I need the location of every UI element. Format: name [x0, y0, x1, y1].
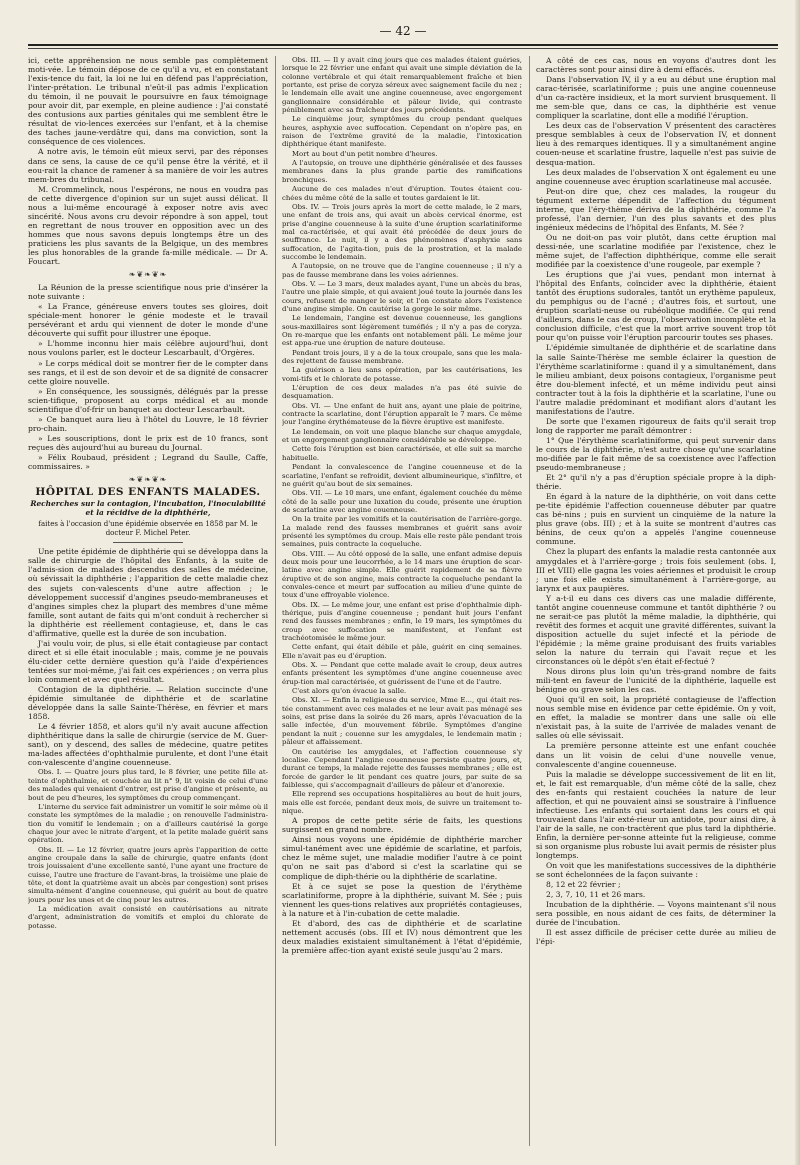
column-right — [536, 56, 776, 1146]
paragraph: « La France, généreuse envers toutes ses gloires, doit spéciale-ment honorer le génie modeste et le travail persévérant et ardu qui viennent de doter le monde d'une découverte qui suffit pour illustrer une époque. — [28, 302, 268, 339]
paragraph: » En conséquence, les soussignés, délégués par la presse scien-tifique, proposent au corps médical et au monde scientifique d'of-frir un banquet au docteur Lescarbault. — [28, 386, 268, 414]
column-middle — [282, 56, 522, 1146]
paragraph: Ainsi nous voyons une épidémie de diphthérie marcher simul-tanément avec une épidémie de scarlatine, et parfois, chez le même sujet, une maladie modifier l'autre à ce point qu'on ne sait pas d'abord si c'est la scarlatine qui se complique de diph-thérie ou la diphthérie de scarlatine. — [282, 835, 522, 881]
paragraph: C'est alors qu'on évacue la salle. — [292, 687, 407, 696]
paragraph: La première personne atteinte est une enfant couchée dans un lit voisin de celui d'une nouvelle venue, convalescente d'angine couenneuse. — [536, 741, 776, 769]
paragraph: Obs. XI. — Enfin la religieuse du service, Mme E..., qui était res-tée constamment avec ces malades et ne leur avait pas ménagé ses soins, est prise dans la soirée du 26 mars, après l'évacuation de la salle infectée, d'un mouvement fébrile. Symptômes d'angine pendant la nuit ; couenne sur les amygdales, le lendemain matin ; pâleur et affaissement. — [282, 696, 522, 747]
paragraph: A l'autopsie, on ne trouve que de l'angine couenneuse ; il n'y a pas de fausse membrane dans les voies aériennes. — [282, 262, 522, 279]
column-left-body — [28, 56, 268, 484]
paragraph: 1° Que l'érythème scarlatiniforme, qui peut survenir dans le cours de la diphthérie, n'est autre chose qu'une scarlatine mo-difiée par le fait même de sa coexistence avec l'affection pseudo-membraneuse ; — [536, 435, 776, 473]
paragraph: Obs. VI. — Une enfant de huit ans, ayant une plaie de poitrine, contracte la scarlatine, dont l'éruption apparaît le 7 mars. Ce même jour l'angine érythémateuse de la fièvre éruptive est manifeste. — [282, 401, 522, 427]
paragraph: 8, 12 et 22 février ; — [546, 880, 621, 890]
paragraph: En égard à la nature de la diphthérie, on voit dans cette pe-tite épidémie l'affection couenneuse débuter par quatre cas bé-nins ; puis en survient un cinquième de la nature la plus grave (obs. III) ; et à la suite se montrent d'autres cas bénins, de ceux qu'on a appelés l'angine couenneuse commune. — [536, 492, 776, 547]
column-divider-1 — [275, 56, 276, 1146]
section-separator — [113, 542, 183, 543]
paragraph: Contagion de la diphthérie. — Relation succincte d'une épidémie simultanée de diphthérie et de scarlatine développée dans la salle Sainte-Thérèse, en février et mars 1858. — [28, 685, 268, 722]
paragraph: Obs. III. — Il y avait cinq jours que ces malades étaient guéries, lorsque le 22 février une enfant qui avait une simple déviation de la colonne vertébrale et qui était remarquablement fraîche et bien portante, est prise de coryza séreux avec saignement facile du nez ; le lendemain elle avait une angine couenneuse, avec engorgement ganglionnaire considérable et pâleur livide, qui contraste péniblement avec sa fraîcheur des jours précédents. — [282, 56, 522, 115]
paragraph: A notre avis, le témoin eût mieux servi, par des réponses dans ce sens, la cause de ce qu'il pense être la vérité, et il eou-rait la chance de ramener à sa manière de voir les autres mem-bres du tribunal. — [28, 147, 268, 184]
paragraph: Obs. I. — Quatre jours plus tard, le 8 février, une petite fille at-teinte d'ophthalmie, et couchée au lit n° 9, lit voisin de celui d'une des malades qui venaient d'entrer, est prise d'angine et présente, au bout de peu d'heures, les symptômes du croup commençant. — [28, 768, 268, 802]
paragraph: Dans l'observation IV, il y a eu au début une éruption mal carac-térisée, scarlatiniforme ; puis une angine couenneuse d'un ca-ractère insidieux, et la mort survient brusquement. Il me sem-ble que, dans ce cas, la diphthérie est venue compliquer la scarlatine, dont elle a modifié l'éruption. — [536, 75, 776, 121]
paragraph: La Réunion de la presse scientifique nous prie d'insérer la note suivante : — [28, 283, 268, 302]
paragraph: Le lendemain, l'angine est devenue couenneuse, les ganglions sous-maxillaires sont légèrement tuméfiés ; il n'y a pas de coryza. On re-marque que les enfants ont notablement pâli. Le même jour est appa-rue une éruption de nature douteuse. — [282, 314, 522, 348]
paragraph: La médication avait consisté en cautérisations au nitrate d'argent, administration de vomitifs et emploi du chlorate de potasse. — [28, 904, 268, 930]
journal-page — [28, 20, 778, 1150]
paragraph: Et à ce sujet se pose la question de l'érythème scarlatiniforme, propre à la diphthérie, suivant M. Sée ; puis viennent les ques-tions relatives aux propriétés contagieuses, à la nature et à l'in-cubation de cette maladie. — [282, 881, 522, 918]
paragraph: On cautérise les amygdales, et l'affection couenneuse s'y localise. Cependant l'angine couenneuse persiste quatre jours, et, durant ce temps, la malade rejette des fausses membranes ; elle est forcée de garder le lit pendant ces quatre jours, par suite de sa faiblesse, qui s'accompagnait d'ailleurs de pâleur et d'anorexie. — [282, 747, 522, 789]
column-left-article — [28, 547, 268, 930]
paragraph: A l'autopsie, on trouve une diphthérie généralisée et des fausses membranes dans la plus grande partie des ramifications bronchiques. — [282, 159, 522, 184]
page-edge-shadow — [795, 0, 800, 1165]
paragraph: » Les souscriptions, dont le prix est de 10 francs, sont reçues dès aujourd'hui au bureau du Journal. — [28, 433, 268, 452]
paragraph: Obs. VIII. — Au côté opposé de la salle, une enfant admise depuis deux mois pour une leucorrhée, a le 14 mars une éruption de scar-latine avec angine simple. Elle guérit rapidement de sa fièvre éruptive et de son angine, mais contracte la coqueluche pendant la convales-cence et meurt par suffocation au milieu d'une quinte de toux d'une effroyable violence. — [282, 549, 522, 600]
paragraph: Pendant trois jours, il y a de la toux croupale, sans que les mala-des rejettent de fausse membrane. — [282, 348, 522, 366]
ornament-divider: ❧❦❧❦❧ — [128, 270, 168, 280]
paragraph: Le lendemain, on voit une plaque blanche sur chaque amygdale, et un engorgement ganglionnaire considérable se développe. — [282, 427, 522, 445]
paragraph: Les deux cas de l'observation V présentent des caractères presque semblables à ceux de l'observation IV, et donnent lieu à des remarques identiques. Il y a simultanément angine couen-neuse et scarlatine frustre, laquelle n'est pas suivie de desqua-mation. — [536, 121, 776, 167]
paragraph: Obs. X. — Pendant que cette malade avait le croup, deux autres enfants présentent les symptômes d'une angine couenneuse avec érup-tion mal caractérisée, et guérissent de l'une et de l'autre. — [282, 661, 522, 686]
paragraph: Peut-on dire que, chez ces malades, la rougeur du tégument externe dépendit de l'affection du tégument interne, que l'éry-thème dériva de la diphthérie, comme l'a professé, l'an dernier, l'un des plus savants et des plus ingénieux médecins de l'hôpital des Enfants, M. Sée ? — [536, 186, 776, 232]
paragraph: Nous dirons plus loin qu'un très-grand nombre de faits mili-tent en faveur de l'unicité de la diphthérie, laquelle est bénigne ou grave selon les cas. — [536, 667, 776, 695]
paragraph: » Félix Roubaud, président ; Legrand du Saulle, Caffe, commissaires. » — [28, 452, 268, 472]
paragraph: On voit que les manifestations successives de la diphthérie se sont échelonnées de la façon suivante : — [536, 861, 776, 880]
paragraph: Aucune de ces malades n'eut d'éruption. Toutes étaient cou-chées du même côté de la salle et toutes gardaient le lit. — [282, 185, 522, 202]
paragraph: M. Crommelinck, nous l'espérons, ne nous en voudra pas de cette divergence d'opinion sur un sujet aussi délicat. Il nous a lui-même encouragé à exposer notre avis avec sincérité. Nous avons cru devoir répondre à son appel, tout en regrettant de nous trouver en opposition avec un des hommes que nous savons depuis longtemps être un des praticiens les plus savants de la Belgique, un des membres les plus honorables de la grande fa-mille médicale. — Dr A. Foucart. — [28, 184, 268, 267]
section-note: faites à l'occasion d'une épidémie observée en 1858 par M. le docteur F. Michel Peter. — [38, 520, 258, 537]
ornament-divider: ❧❦❧❦❧ — [128, 475, 168, 485]
paragraph: Puis la maladie se développe successivement de lit en lit, et, le fait est remarquable, d'un même côté de la salle, chez des en-fants qui restaient couchées la nature de leur affection, et qui ne pouvaient ainsi se soustraire à l'influence infectieuse. Les enfants qui sortaient dans les cours et qui trouvaient dans l'air exté-rieur un antidote, pour ainsi dire, à l'air de la salle, ne con-tractèrent que plus tard la diphthérie. Enfin, la dernière per-sonne atteinte fut la religieuse, comme si son organisme plus robuste lui avait permis de résister plus longtemps. — [536, 769, 776, 861]
paragraph: Obs. IV. — Trois jours après la mort de cette malade, le 2 mars, une enfant de trois ans, qui avait un abcès cervical énorme, est prise d'angine couenneuse à la suite d'une éruption scarlatiniforme mal ca-ractérisée, et qui avait été précédée de deux jours de souffrance. Le nuit, il y a des phénomènes d'asphyxie sans suffocation, de l'agita-tion, puis de la prostration, et la malade succombe le lendemain. — [282, 202, 522, 261]
paragraph: Mort au bout d'un petit nombre d'heures. — [292, 149, 438, 158]
paragraph: » L'homme inconnu hier mais célèbre aujourd'hui, dont nous voulons parler, est le docteur Lescarbault, d'Orgères. — [28, 339, 268, 358]
paragraph: De sorte que l'examen rigoureux de faits qu'il serait trop long de rapporter me paraît démontrer : — [536, 416, 776, 435]
paragraph: Obs. IX. — Le même jour, une enfant est prise d'ophthalmie diph-thérique, puis d'angine couenneuse ; pendant huit jours l'enfant rend des fausses membranes ; enfin, le 19 mars, les symptômes du croup avec suffocation se manifestent, et l'enfant est trachéotomisée le même jour. — [282, 600, 522, 643]
paragraph: La guérison a lieu sans opération, par les cautérisations, les vomi-tifs et le chlorate de potasse. — [282, 366, 522, 383]
paragraph: Chez la plupart des enfants la maladie resta cantonnée aux amygdales et à l'arrière-gorge ; trois fois seulement (obs. I, III et VIII) elle gagna les voies aériennes et produisit le croup ; une fois elle exista simultanément à l'arrière-gorge, au larynx et aux paupières. — [536, 547, 776, 593]
paragraph: 2, 3, 7, 10, 11 et 26 mars. — [546, 890, 646, 900]
column-middle-body — [282, 56, 522, 955]
paragraph: Les éruptions que j'ai vues, pendant mon internat à l'hôpital des Enfants, coïncider avec la diphthérie, étaient tantôt des éruptions sudorales, tantôt un erythème papuleux, du pemphigus ou de l'acné ; d'autres fois, et surtout, une éruption scarlati-neuse ou rubéolique modifiée. Ce qui rend d'ailleurs, dans le cas de croup, l'observation incomplète et la conclusion difficile, c'est que la mort arrive souvent trop tôt pour qu'on puisse voir l'éruption parcourir toutes ses phases. — [536, 270, 776, 343]
paragraph: Le 4 février 1858, et alors qu'il n'y avait aucune affection diphthéritique dans la salle de chirurgie (service de M. Guer-sant), on y descend, des salles de médecine, quatre petites ma-lades affectées d'ophthalmie purulente, et dont l'une était con-valescente d'angine couenneuse. — [28, 722, 268, 768]
paragraph: Obs. V. — Le 3 mars, deux malades ayant, l'une un abcès du bras, l'autre une plaie simple, et qui avaient joué toute la journée dans les cours, refusent de manger le soir, et l'on constate alors l'existence d'une angine simple. On cautérise la gorge le soir même. — [282, 279, 522, 313]
paragraph: Incubation de la diphthérie. — Voyons maintenant s'il nous sera possible, en nous aidant de ces faits, de déterminer la durée de l'incubation. — [536, 900, 776, 928]
page-number: — 42 — — [379, 24, 427, 38]
paragraph: Il est assez difficile de préciser cette durée au milieu de l'épi- — [536, 928, 776, 947]
paragraph: J'ai voulu voir, de plus, si elle était contagieuse par contact direct et si elle était inoculable ; mais, comme je ne pouvais élu-cider cette dernière question qu'à l'aide d'expériences tentées sur moi-même, j'ai fait ces expériences ; on verra plus loin comment et avec quel résultat. — [28, 638, 268, 684]
paragraph: ici, cette appréhension ne nous semble pas complètement moti-vée. Le témoin dépose de ce qu'il a vu, et en constatant l'exis-tence du fait, la loi ne lui en défend pas l'appréciation, l'inter-prétation. Le tribunal n'eût-il pas admis l'explication du témoin, il ne pouvait le poursuivre en faux témoignage pour avoir dit, par exemple, en pleine audience : J'ai constaté des contusions aux parties génitales qui me semblent être le résultat de vio-lences exercées sur l'enfant, et à la chemise des taches jaune-verdâtre qui, dans ma conviction, sont la conséquence de ces violences. — [28, 56, 268, 147]
paragraph: Obs. II. — Le 12 février, quatre jours après l'apparition de cette angine croupale dans la salle de chirurgie, quatre enfants (dont trois jouissaient d'une excellente santé, l'une ayant une fracture de cuisse, l'autre une fracture de l'avant-bras, la troisième une plaie de tête, et dont la quatrième avait un abcès par congestion) sont prises simulta-nément d'angine couenneuse, qui guérit au bout de quatre jours pour les unes et de cinq pour les autres. — [28, 845, 268, 904]
column-right-body — [536, 56, 776, 947]
paragraph: Ou ne doit-on pas voir plutôt, dans cette éruption mal dessi-née, une scarlatine modifiée par l'existence, chez le même sujet, de l'affection diphthérique, comme elle serait modifiée par la coexistence d'une rougeole, par exemple ? — [536, 232, 776, 270]
paragraph: Et d'abord, des cas de diphthérie et de scarlatine nettement accusés (obs. III et IV) nous démontrent que les deux maladies existaient simultanément à l'état d'épidémie, la première affec-tion ayant existé seule jusqu'au 2 mars. — [282, 918, 522, 955]
paragraph: Elle reprend ses occupations hospitalières au bout de huit jours, mais elle est forcée, pendant deux mois, de suivre un traitement to-nique. — [282, 790, 522, 815]
paragraph: A propos de cette petite série de faits, les questions surgissent en grand nombre. — [282, 816, 522, 835]
paragraph: Pendant la convalescence de l'angine couenneuse et de la scarlatine, l'enfant se refroidit, devient albumineurique, s'infiltre, et ne guérit qu'au bout de six semaines. — [282, 463, 522, 488]
header-rule-thin — [28, 48, 778, 49]
paragraph: Quoi qu'il en soit, la propriété contagieuse de l'affection nous semble mise en évidence par cette épidémie. On y voit, en effet, la maladie se montrer dans une salle où elle n'existait pas, à la suite de l'arrivée de malades venant de salles où elle sévissait. — [536, 695, 776, 741]
paragraph: Le cinquième jour, symptômes du croup pendant quelques heures, asphyxie avec suffocation. Cependant on n'opère pas, en raison de l'extrême gravité de la maladie, l'intoxication diphthérique étant manifeste. — [282, 115, 522, 149]
paragraph: L'éruption de ces deux malades n'a pas été suivie de desquamation. — [282, 384, 522, 401]
paragraph: » Le corps médical doit se montrer fier de le compter dans ses rangs, et il est de son devoir et de sa dignité de consacrer cette gloire nouvelle. — [28, 358, 268, 386]
paragraph: On la traite par les vomitifs et la cautérisation de l'arrière-gorge. La malade rend des fausses membranes et guérit sans avoir présenté les symptômes du croup. Mais elle reste pâle pendant trois semaines, puis contracte la coqueluche. — [282, 515, 522, 549]
paragraph: Et 2° qu'il n'y a pas d'éruption spéciale propre à la diph-thérie. — [536, 473, 776, 492]
header-rule — [28, 44, 778, 46]
paragraph: Cette enfant, qui était débile et pâle, guérit en cinq semaines. Elle n'avait pas eu d'éruption. — [282, 643, 522, 660]
paragraph: L'interne du service fait administrer un vomitif le soir même où il constate les symptômes de la maladie ; on renouvelle l'administra-tion du vomitif le lendemain ; on a d'ailleurs cautérisé la gorge chaque jour avec le nitrate d'argent, et la petite malade guérit sans opération. — [28, 802, 268, 845]
paragraph: Une petite épidémie de diphthérie qui se développa dans la salle de chirurgie de l'hôpital des Enfants, à la suite de l'admis-sion de malades descendus des salles de médecine, où sévissait la diphthérie ; l'apparition de cette maladie chez des sujets con-valescents d'une autre affection ; le développement successif d'angines pseudo-membraneuses et d'angines simples chez la plupart des membres d'une même famille, sont autant de faits qui m'ont conduit à rechercher si la diphthérie est réellement contagieuse, et, dans le cas d'affirmative, quelle est la durée de son incubation. — [28, 547, 268, 638]
paragraph: Les deux malades de l'observation X ont également eu une angine couenneuse avec éruption scarlatineuse mal accusée. — [536, 167, 776, 186]
paragraph: » Ce banquet aura lieu à l'hôtel du Louvre, le 18 février pro-chain. — [28, 414, 268, 433]
paragraph: A côté de ces cas, nous en voyons d'autres dont les caractères sont pour ainsi dire à demi effacés. — [536, 56, 776, 75]
paragraph: Obs. VII. — Le 10 mars, une enfant, également couchée du même côté de la salle pour une luxation du coude, présente une éruption de scarlatine avec angine couenneuse. — [282, 489, 522, 514]
column-left — [28, 56, 268, 1146]
column-divider-2 — [529, 56, 530, 1146]
paragraph: L'épidémie simultanée de diphthérie et de scarlatine dans la salle Sainte-Thérèse me semble éclairer la question de l'érythème scarlatiniforme : quand il y a simultanément, dans le milieu ambiant, deux poisons contagieux, l'organisme peut être dou-blement infecté, et un même individu peut ainsi contracter tout à la fois la diphthérie et la scarlatine, l'une ou l'autre maladie prédominant et modifiant alors d'autant les manifestations de l'autre. — [536, 343, 776, 416]
paragraph: Y a-t-il eu dans ces divers cas une maladie différente, tantôt angine couenneuse commune et tantôt diphthérie ? ou ne serait-ce pas plutôt la même maladie, la diphthérie, qui revêtit des formes et acquit une gravité différentes, suivant la disposition actuelle du sujet infecté et la période de l'épidémie ; la même graine produisant des fruits variables selon la nature du terrain qui l'avait reçue et les circonstances où le dépôt s'en était ef-fectué ? — [536, 593, 776, 667]
section-title: HÔPITAL DES ENFANTS MALADES. — [35, 486, 261, 499]
section-subtitle: Recherches sur la contagion, l'incubation, l'inoculabilité et la récidive de la diphthérie, — [30, 499, 266, 518]
paragraph: Cette fois l'éruption est bien caractérisée, et elle suit sa marche habituelle. — [282, 445, 522, 462]
